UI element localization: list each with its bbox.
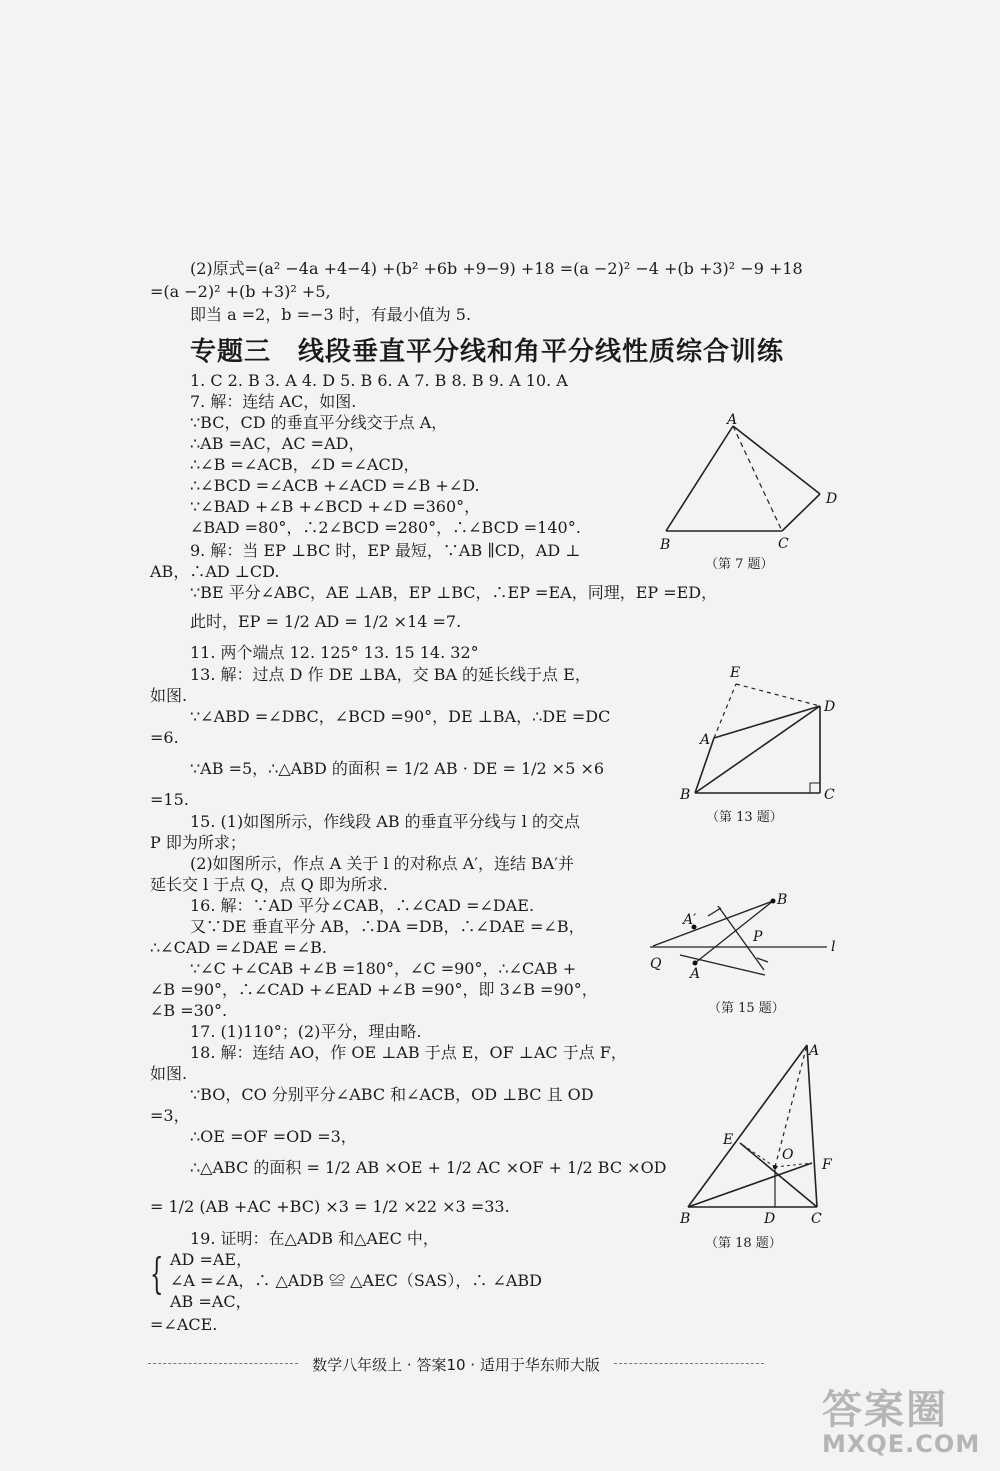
text-line: ∵∠C +∠CAB +∠B =180°，∠C =90°，∴∠CAB +	[190, 959, 577, 978]
footer-divider	[614, 1363, 764, 1364]
point-label: D	[824, 699, 836, 715]
point-b	[771, 899, 776, 904]
text-line: 如图.	[150, 1064, 188, 1083]
point-label: Q	[650, 956, 662, 972]
figure-15	[645, 888, 845, 986]
text-line: =3，	[150, 1106, 190, 1125]
segment-ce	[740, 1143, 817, 1207]
figure-7	[650, 410, 850, 575]
right-angle-mark	[810, 783, 820, 793]
point-o	[773, 1165, 777, 1169]
point-label: A	[700, 732, 711, 748]
text-line: AB =AC，	[170, 1292, 252, 1311]
footer-text: 数学八年级上 · 答案10 · 适用于华东师大版	[312, 1356, 600, 1374]
watermark-url: MXQE.COM	[822, 1430, 981, 1458]
point-label: A	[690, 966, 701, 982]
section-title: 专题三 线段垂直平分线和角平分线性质综合训练	[190, 337, 785, 367]
text-line: (2)如图所示，作点 A 关于 l 的对称点 A′，连结 BA′并	[190, 854, 574, 873]
choice-answers: 1. C 2. B 3. A 4. D 5. B 6. A 7. B 8. B 9. A 10. A	[190, 371, 568, 390]
text-line: ∵AB =5，∴△ABD 的面积 = 1/2 AB · DE = 1/2 ×5 ×6	[190, 759, 605, 778]
figure-13	[670, 660, 850, 805]
point-label: P	[753, 929, 763, 945]
segment-ab	[666, 426, 733, 531]
point-label: C	[811, 1211, 822, 1227]
point-label: C	[778, 536, 789, 552]
figure-18	[670, 1035, 835, 1230]
text-line: ∠B =90°，∴∠CAD +∠EAD +∠B =90°，即 3∠B =90°，	[150, 980, 598, 999]
text-line: AD =AE，	[170, 1250, 253, 1269]
brace-symbol: {	[150, 1249, 164, 1298]
point-label: A	[727, 412, 738, 428]
segment-bd	[695, 706, 820, 793]
arc-mark	[708, 908, 721, 916]
text-line: 16. 解：∵AD 平分∠CAB，∴∠CAD =∠DAE.	[190, 896, 535, 915]
figure-caption: （第 15 题）	[708, 1001, 785, 1016]
point-label: A	[809, 1043, 820, 1059]
point-label: C	[824, 787, 835, 803]
point-label: A′	[683, 912, 697, 928]
text-line: 15. (1)如图所示，作线段 AB 的垂直平分线与 l 的交点	[190, 812, 580, 831]
text-line: ∴∠B =∠ACB，∠D =∠ACD，	[190, 455, 420, 474]
text-line: ∵BO，CO 分别平分∠ABC 和∠ACB，OD ⊥BC 且 OD	[190, 1085, 594, 1104]
text-line: ∴∠CAD =∠DAE =∠B.	[150, 938, 327, 957]
text-line: ∵BE 平分∠ABC，AE ⊥AB，EP ⊥BC，∴EP =EA，同理，EP =ED，	[190, 583, 718, 602]
point-label: B	[680, 1211, 691, 1227]
point-label: O	[782, 1147, 794, 1163]
text-line: =(a −2)² +(b +3)² +5,	[150, 282, 331, 301]
text-line: ∠A =∠A，∴ △ADB ≌ △AEC（SAS），∴ ∠ABD	[170, 1271, 543, 1290]
text-line: ∵∠ABD =∠DBC，∠BCD =90°，DE ⊥BA，∴DE =DC	[190, 707, 611, 726]
segment-ab	[688, 1045, 807, 1207]
text-line: ∴△ABC 的面积 = 1/2 AB ×OE + 1/2 AC ×OF + 1/2 BC ×OD	[190, 1158, 667, 1177]
point-label: D	[826, 491, 838, 507]
figure-caption: （第 7 题）	[705, 557, 774, 572]
text-line: 19. 证明：在△ADB 和△AEC 中，	[190, 1229, 439, 1248]
segment-cd	[782, 494, 820, 531]
text-line: (2)原式=(a² −4a +4−4) +(b² +6b +9−9) +18 =(a −2)² −4 +(b +3)² −9 +18	[190, 259, 803, 278]
text-line: 又∵DE 垂直平分 AB，∴DA =DB，∴∠DAE =∠B，	[190, 917, 585, 936]
point-label: B	[660, 537, 671, 553]
watermark-logo	[822, 1378, 992, 1464]
text-line: 18. 解：连结 AO，作 OE ⊥AB 于点 E，OF ⊥AC 于点 F，	[190, 1043, 627, 1062]
segment-de	[736, 684, 820, 706]
text-line: ∴∠BCD =∠ACB +∠ACD =∠B +∠D.	[190, 476, 480, 495]
line-label: l	[831, 939, 836, 955]
footer-divider	[148, 1363, 298, 1364]
extension-ba	[714, 684, 736, 738]
watermark-text: 答案圈	[822, 1387, 948, 1433]
point-label: B	[680, 787, 691, 803]
segment-ad	[714, 706, 820, 738]
point-label: B	[777, 892, 788, 908]
point-label: E	[723, 1132, 734, 1148]
text-line: ∠BAD =80°，∴2∠BCD =280°，∴∠BCD =140°.	[190, 518, 581, 537]
page-footer	[148, 1354, 764, 1374]
text-line: ∵BC，CD 的垂直平分线交于点 A，	[190, 413, 448, 432]
text-line: 7. 解：连结 AC，如图.	[190, 392, 357, 411]
text-line: ∴OE =OF =OD =3，	[190, 1127, 357, 1146]
point-label: E	[730, 665, 741, 681]
point-a	[693, 961, 698, 966]
segment-oe	[740, 1143, 775, 1167]
text-line: =15.	[150, 790, 189, 809]
text-line: ∵∠BAD +∠B +∠BCD +∠D =360°，	[190, 497, 481, 516]
figure-caption: （第 18 题）	[705, 1236, 782, 1251]
text-line: ∴AB =AC，AC =AD，	[190, 434, 365, 453]
segment-ac	[807, 1043, 820, 1207]
text-line: 如图.	[150, 686, 188, 705]
text-line: =6.	[150, 728, 179, 747]
text-line: 延长交 l 于点 Q，点 Q 即为所求.	[150, 875, 388, 894]
text-line: 11. 两个端点 12. 125° 13. 15 14. 32°	[190, 643, 479, 662]
text-line: = 1/2 (AB +AC +BC) ×3 = 1/2 ×22 ×3 =33.	[150, 1197, 510, 1216]
arc-mark	[757, 958, 768, 962]
figure-caption: （第 13 题）	[706, 810, 783, 825]
text-line: 9. 解：当 EP ⊥BC 时，EP 最短，∵AB ∥CD，AD ⊥	[190, 541, 581, 560]
text-line: P 即为所求；	[150, 833, 246, 852]
segment-bf	[688, 1163, 812, 1207]
segment-ad	[733, 426, 820, 494]
point-label: D	[764, 1211, 776, 1227]
segment-ac	[733, 426, 782, 531]
text-line: 17. (1)110°；(2)平分，理由略.	[190, 1022, 422, 1041]
text-line: 即当 a =2，b =−3 时，有最小值为 5.	[190, 305, 472, 324]
point-label: F	[822, 1157, 832, 1173]
text-line: =∠ACE.	[150, 1315, 218, 1334]
text-line: ∠B =30°.	[150, 1001, 228, 1020]
text-line: 此时，EP = 1/2 AD = 1/2 ×14 =7.	[190, 612, 462, 631]
text-line: 13. 解：过点 D 作 DE ⊥BA，交 BA 的延长线于点 E，	[190, 665, 591, 684]
text-line: AB，∴AD ⊥CD.	[150, 562, 280, 581]
